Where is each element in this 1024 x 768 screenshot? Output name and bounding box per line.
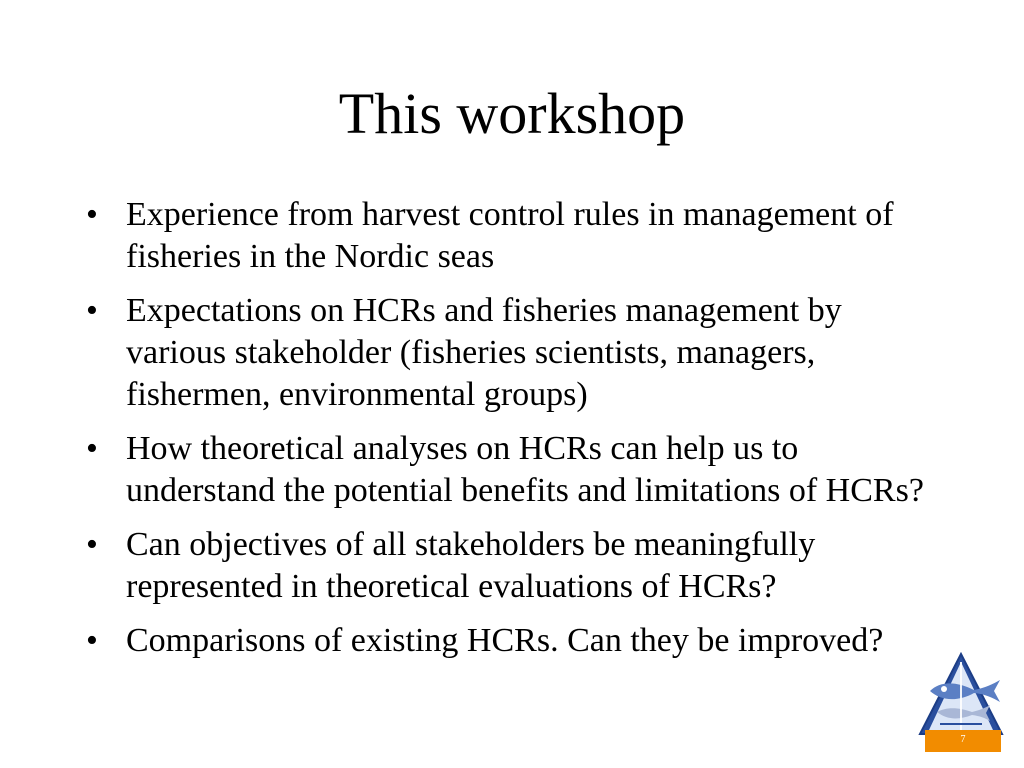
bullet-text: Expectations on HCRs and fisheries management by various stakeholder (fisheries scientists, managers, fishermen, environmental groups) bbox=[126, 292, 842, 413]
fish-triangle-logo-icon bbox=[916, 652, 1006, 738]
bullet-text: How theoretical analyses on HCRs can help us to understand the potential benefits and limitations of HCRs? bbox=[126, 430, 924, 509]
bullet-item bbox=[86, 290, 946, 416]
bullet-item bbox=[86, 620, 946, 662]
bullet-icon: • bbox=[86, 430, 98, 467]
bullet-list bbox=[86, 194, 946, 674]
bullet-text: Can objectives of all stakeholders be meaningfully represented in theoretical evaluations of HCRs? bbox=[126, 526, 816, 605]
bullet-icon: • bbox=[86, 196, 98, 233]
bullet-text: Comparisons of existing HCRs. Can they be improved? bbox=[126, 622, 884, 659]
bullet-icon: • bbox=[86, 292, 98, 329]
bullet-item bbox=[86, 428, 946, 512]
bullet-item bbox=[86, 194, 946, 278]
bullet-text: Experience from harvest control rules in management of fisheries in the Nordic seas bbox=[126, 196, 894, 275]
slide-title: This workshop bbox=[338, 81, 686, 146]
page-number: 7 bbox=[960, 734, 966, 745]
bullet-item bbox=[86, 524, 946, 608]
bullet-icon: • bbox=[86, 526, 98, 563]
bullet-icon: • bbox=[86, 622, 98, 659]
